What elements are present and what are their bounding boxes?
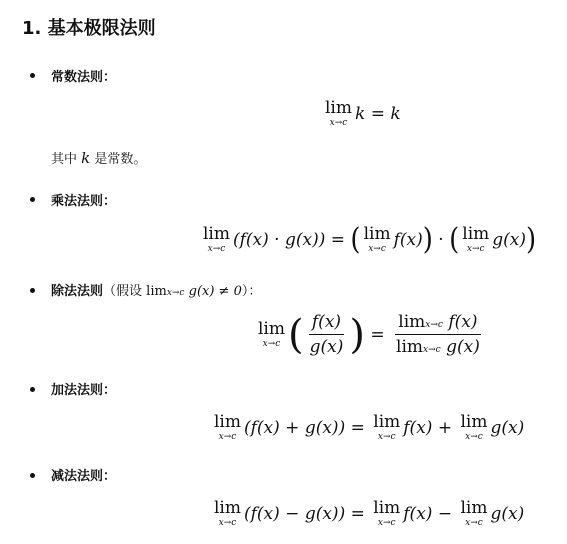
fraction: $\frac{\text{limx→c f(x)}}{\text{limx→c g(x)}}$ xyxy=(396,312,480,357)
formula-constant: lim x→c k = k xyxy=(325,98,401,128)
rule-sum-label: 加法法则： xyxy=(51,383,117,398)
rule-constant-label: 常数法则： xyxy=(51,70,117,85)
limit-operator: lim x→c xyxy=(462,224,490,254)
rule-difference-label: 减法法则： xyxy=(51,469,117,484)
limit-operator: lim x→c xyxy=(460,412,488,442)
bullet-dot xyxy=(30,473,35,478)
formula-quotient: lim x→c ( $\frac{f(x)}{g(x)}$ ) = $\frac{\text{limx→c f(x)}}{\text{limx→c g(x)}}$ xyxy=(255,312,486,357)
limit-operator: lim x→c xyxy=(325,98,352,128)
limit-operator: lim x→c xyxy=(363,224,391,254)
bullet-dot xyxy=(30,73,35,78)
fraction: $\frac{f(x)}{g(x)}$ xyxy=(309,312,344,357)
limit-operator: lim x→c xyxy=(214,412,241,442)
bullet-dot xyxy=(30,197,35,202)
formula-product: lim x→c (f(x) · g(x)) = ( lim x→c f(x) ) · ( lim x→c g(x) ) xyxy=(203,222,537,258)
limit-operator: lim x→c xyxy=(214,498,241,528)
limit-operator: lim x→c xyxy=(203,224,230,254)
formula-difference: lim x→c (f(x) − g(x)) = lim x→c f(x) − lim x→c g(x) xyxy=(214,498,525,528)
rule-product-label: 乘法法则： xyxy=(51,194,117,209)
formula-sum: lim x→c (f(x) + g(x)) = lim x→c f(x) + lim x→c g(x) xyxy=(214,412,525,442)
limit-operator: lim x→c xyxy=(373,498,401,528)
constant-note: 其中 k 是常数。 xyxy=(51,149,147,167)
limit-operator: lim x→c xyxy=(460,498,488,528)
rule-quotient-label: 除法法则（假设 limx→c g(x) ≠ 0）： xyxy=(51,284,262,299)
bullet-dot xyxy=(30,288,35,293)
section-heading: 1. 基本极限法则 xyxy=(22,18,156,39)
limit-operator: lim x→c xyxy=(258,318,285,349)
bullet-dot xyxy=(30,387,35,392)
limit-operator: lim x→c xyxy=(373,412,401,442)
